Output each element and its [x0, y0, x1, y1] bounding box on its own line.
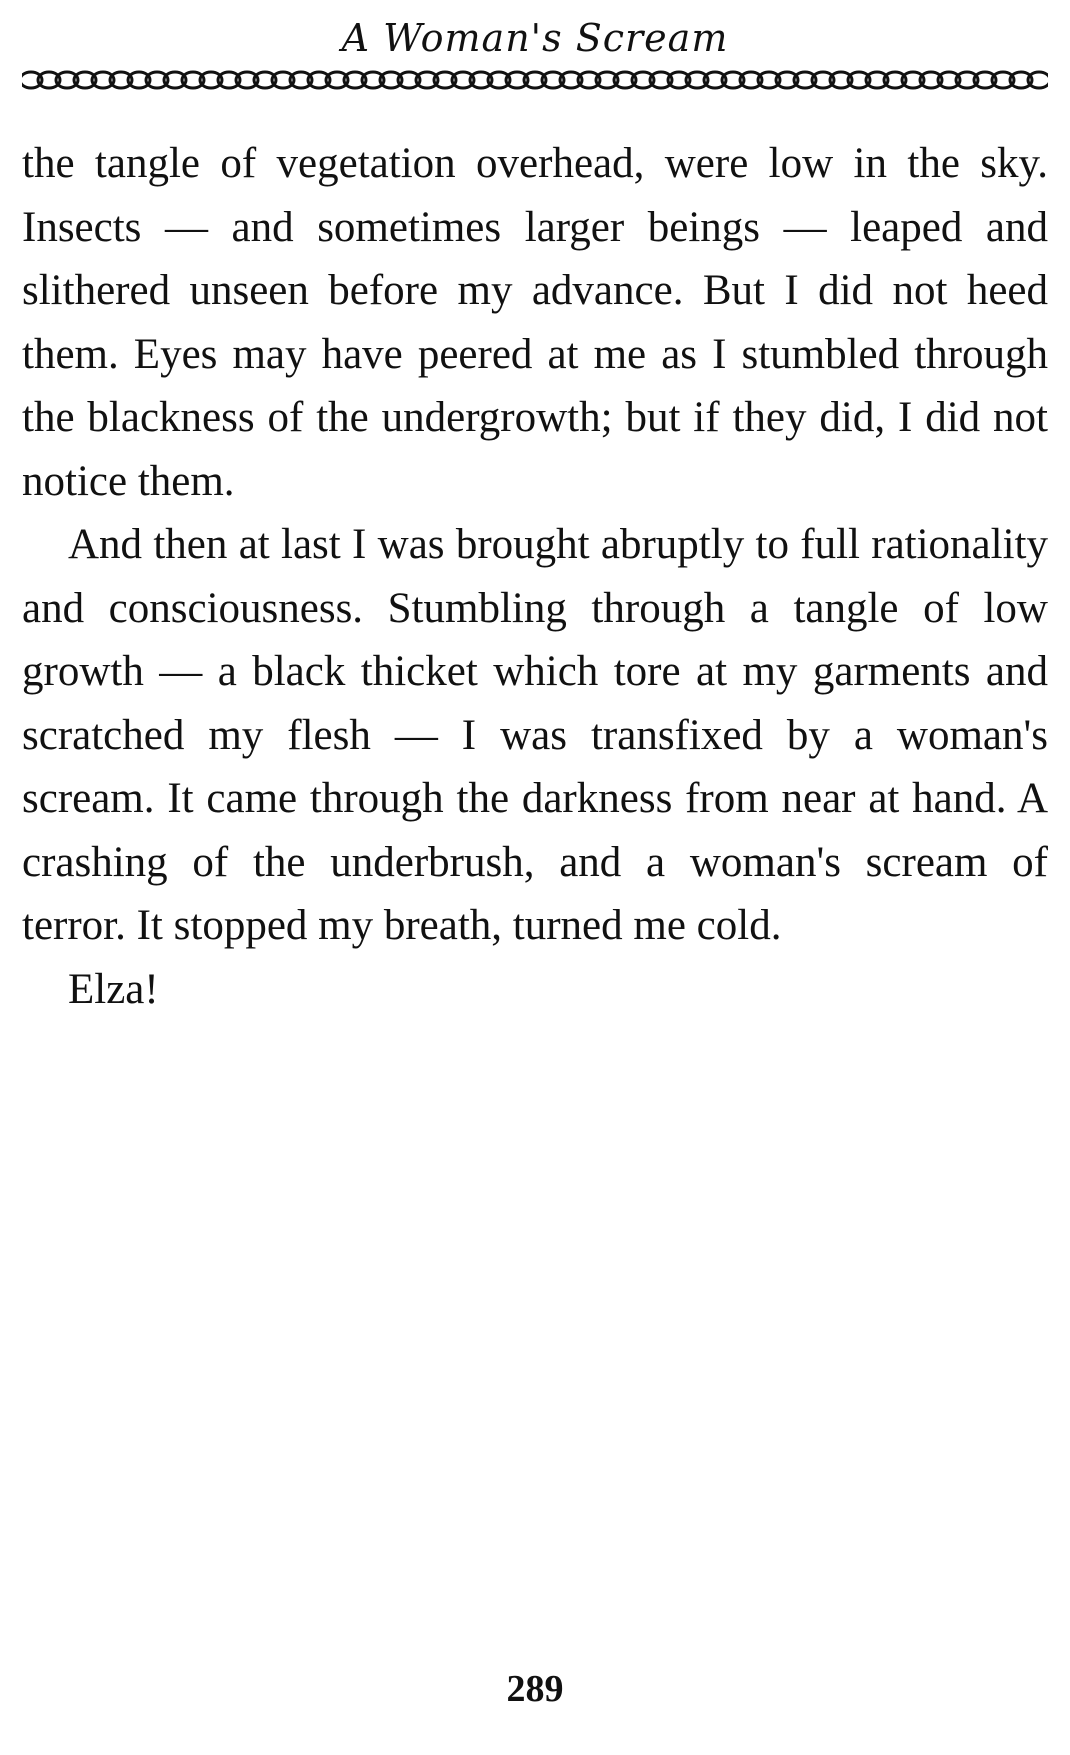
running-head-title: A Woman's Scream: [341, 16, 729, 60]
page-number: 289: [506, 1668, 564, 1710]
paragraph-3: Elza!: [68, 965, 159, 1013]
chain-loop-border-icon: [22, 66, 1048, 94]
paragraph-2: And then at last I was brought abruptly to full rationality and consciousness. Stumbling through a tangle of low growth — a black thicket which tore at my garments and scratched my flesh — I was transfixed by a woman's scream. It came through the darkness from near at hand. A crashing of the underbrush, and a woman's scream of terror. It stopped my breath, turned me cold.: [22, 521, 1048, 949]
paragraph-1: the tangle of vegetation overhead, were low in the sky. Insects — and sometimes larger beings — leaped and slithered unseen before my advance. But I did not heed them. Eyes may have peered at me as I stumbled through the blackness of the undergrowth; but if they did, I did not notice them.: [22, 140, 1048, 505]
page-body: [22, 132, 1048, 1021]
